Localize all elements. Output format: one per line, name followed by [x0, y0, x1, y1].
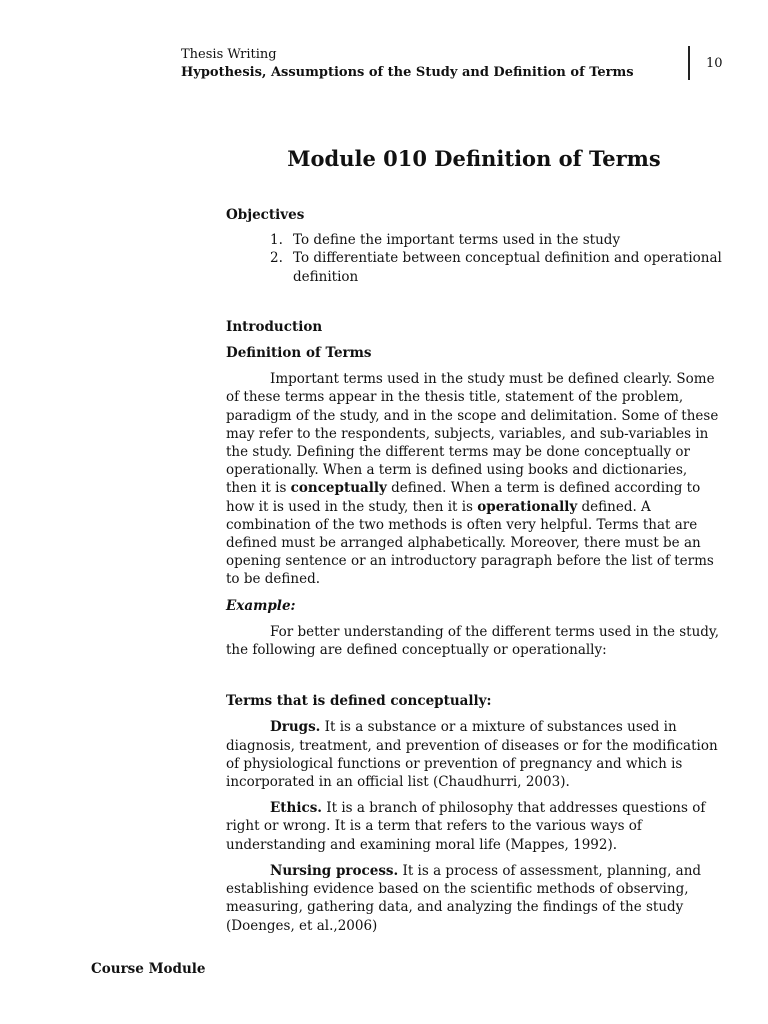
term-name: Drugs. — [270, 719, 321, 736]
conceptual-terms-heading: Terms that is defined conceptually: — [226, 693, 492, 710]
term-text: It is a substance or a mixture of substances used in diagnosis, treatment, and prevention of diseases or for the modification of physiological functions or prevention of pregnancy and which is incorporated in an official list (Chaudhurri, 2003). — [226, 719, 718, 791]
emphasis-conceptually: conceptually — [290, 480, 387, 497]
term-definition — [226, 718, 722, 791]
footer-course-module: Course Module — [91, 961, 206, 977]
objective-item — [270, 249, 722, 285]
objectives-list — [226, 231, 722, 286]
term-name: Nursing process. — [270, 862, 399, 879]
page-number: 10 — [706, 56, 723, 71]
example-paragraph: For better understanding of the different terms used in the study, the following are defined conceptually or operationally: — [226, 623, 720, 659]
term-definition — [226, 799, 722, 854]
document-body — [226, 206, 722, 935]
term-definition — [226, 862, 722, 935]
introduction-heading: Introduction — [226, 318, 323, 335]
objective-number: 2. — [270, 250, 283, 267]
objective-text: To differentiate between conceptual definition and operational definition — [293, 250, 722, 285]
page-title: Module 010 Definition of Terms — [287, 146, 661, 171]
emphasis-operationally: operationally — [477, 498, 578, 515]
introduction-paragraph — [226, 370, 722, 588]
header-module-subtitle: Hypothesis, Assumptions of the Study and Definition of Terms — [181, 65, 634, 80]
paragraph-text: defined. When a term is defined according to how it is used in the study, then it is — [226, 480, 701, 515]
example-label: Example: — [226, 597, 296, 614]
objectives-heading: Objectives — [226, 207, 305, 223]
term-text: It is a process of assessment, planning, and establishing evidence based on the scientific methods of observing, measuring, gathering data, and analyzing the findings of the study (Doenges, et al.,2006) — [226, 862, 702, 934]
objective-text: To define the important terms used in the study — [293, 232, 621, 249]
term-name: Ethics. — [270, 800, 322, 817]
paragraph-text: defined. A combination of the two methods is often very helpful. Terms that are defined must be arranged alphabetically. Moreover, there must be an opening sentence or an introductory paragraph before the list of terms to be defined. — [226, 498, 714, 588]
definition-of-terms-heading: Definition of Terms — [226, 345, 372, 362]
objective-item — [270, 231, 722, 249]
header-course-name: Thesis Writing — [181, 47, 277, 62]
paragraph-text: Important terms used in the study must be defined clearly. Some of these terms appear in the thesis title, statement of the problem, paradigm of the study, and in the scope and delimitation. Some of these may refer to the respondents, subjects, variables, and sub-variables in the study. Defining the different terms may be done conceptually or operationally. When a term is defined using books and dictionaries, then it is — [226, 371, 719, 497]
objective-number: 1. — [270, 232, 283, 249]
header-divider — [688, 46, 690, 80]
term-text: It is a branch of philosophy that addresses questions of right or wrong. It is a term that refers to the various ways of understanding and examining moral life (Mappes, 1992). — [226, 800, 706, 853]
